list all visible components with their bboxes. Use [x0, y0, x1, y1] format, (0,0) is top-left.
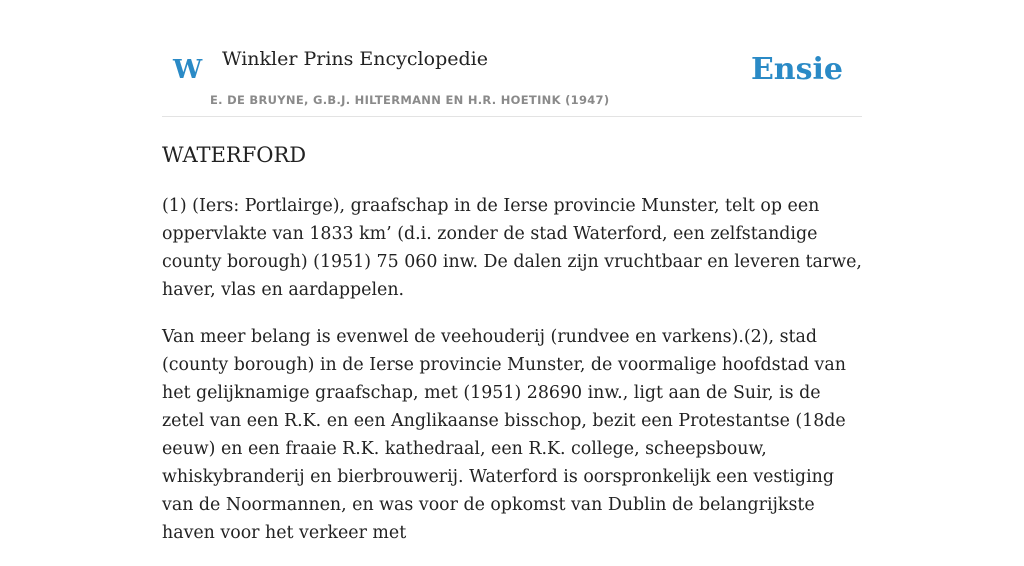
article-paragraph: Van meer belang is evenwel de veehouderij (rundvee en varkens).(2), stad (county borough) in de Ierse provincie Munster, de voormalige hoofdstad van het gelijknamige graafschap, met (1951) 28690 inw., ligt aan de Suir, is de zetel van een R.K. en een Anglikaanse bisschop, bezit een Protestantse (18de eeuw) en een fraaie R.K. kathedraal, een R.K. college, scheepsbouw, whiskybranderij en bierbrouwerij. Waterford is oorspronkelijk een vestiging van de Noormannen, en was voor de opkomst van Dublin de belangrijkste haven voor het verkeer met	[162, 327, 846, 543]
article-paragraph: (1) (Iers: Portlairge), graafschap in de Ierse provincie Munster, telt op een oppervlakte van 1833 km’ (d.i. zonder de stad Waterford, een zelfstandige county borough) (1951) 75 060 inw. De dalen zijn vruchtbaar en leveren tarwe, haver, vlas en aardappelen.	[162, 196, 862, 300]
brand-logo[interactable]: Ensie	[750, 52, 843, 87]
book-logo[interactable]: W	[173, 55, 203, 85]
header	[162, 40, 862, 117]
book-title-link[interactable]: Winkler Prins Encyclopedie	[222, 48, 488, 70]
article-body	[162, 192, 862, 566]
book-authors: E. DE BRUYNE, G.B.J. HILTERMANN EN H.R. HOETINK (1947)	[210, 93, 610, 107]
article-title: WATERFORD	[162, 143, 307, 167]
